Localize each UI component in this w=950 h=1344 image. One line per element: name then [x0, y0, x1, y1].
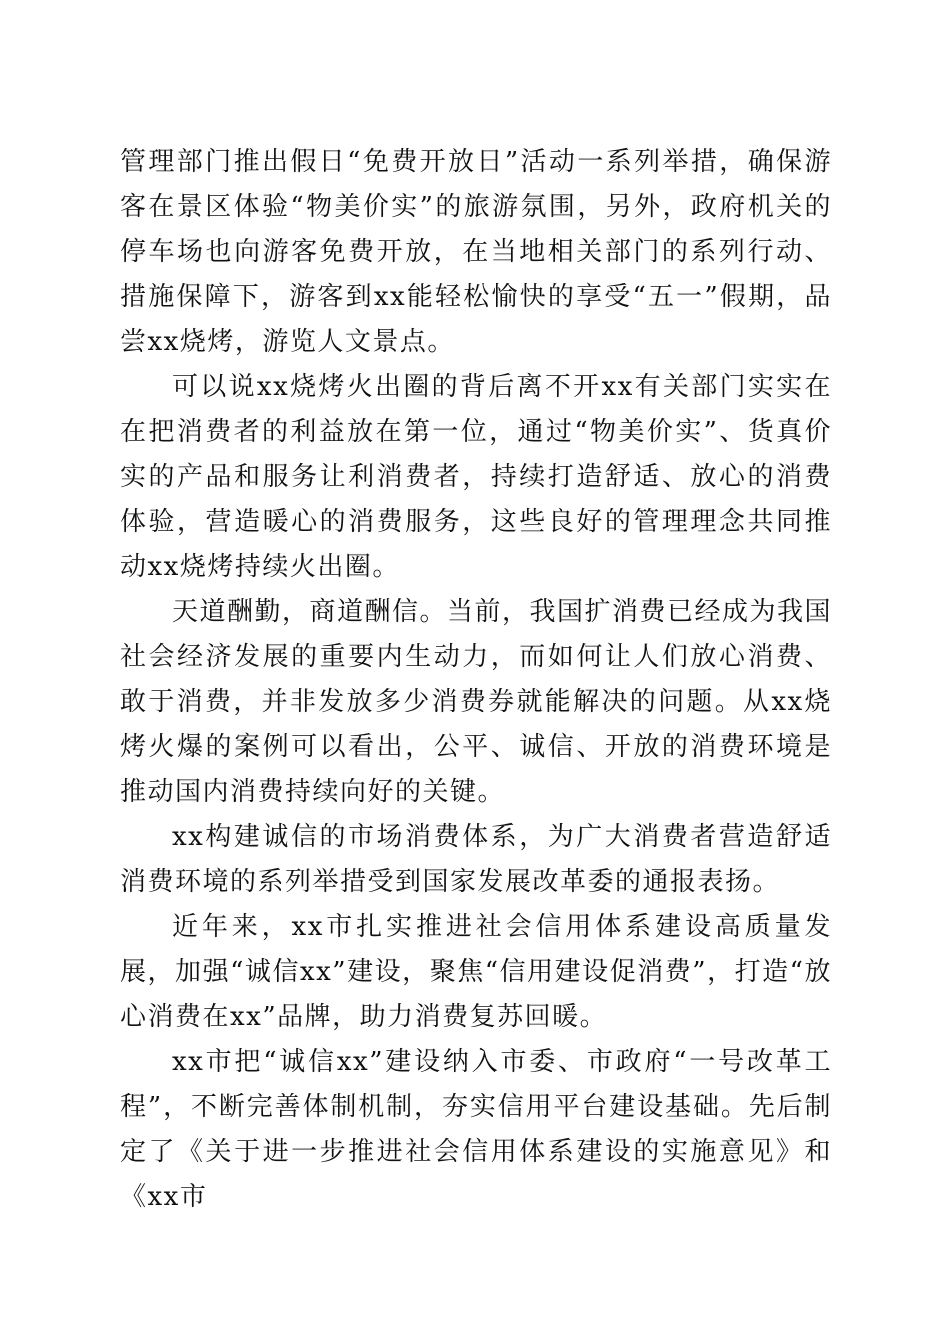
- paragraph-5: 近年来，xx市扎实推进社会信用体系建设高质量发展，加强“诚信xx”建设，聚焦“信用建设促消费”，打造“放心消费在xx”品牌，助力消费复苏回暖。: [120, 912, 832, 1032]
- paragraph-3: 天道酬勤，商道酬信。当前，我国扩消费已经成为我国社会经济发展的重要内生动力，而如何让人们放心消费、敢于消费，并非发放多少消费券就能解决的问题。从xx烧烤火爆的案例可以看出，公平、诚信、开放的消费环境是推动国内消费持续向好的关键。: [120, 597, 833, 807]
- paragraph-4: xx构建诚信的市场消费体系，为广大消费者营造舒适消费环境的系列举措受到国家发展改革委的通报表扬。: [120, 822, 832, 897]
- paragraph-1: 管理部门推出假日“免费开放日”活动一系列举措，确保游客在景区体验“物美价实”的旅游氛围，另外，政府机关的停车场也向游客免费开放，在当地相关部门的系列行动、措施保障下，游客到xx能轻松愉快的享受“五一”假期，品尝xx烧烤，游览人文景点。: [120, 147, 832, 357]
- paragraph-2: 可以说xx烧烤火出圈的背后离不开xx有关部门实实在在把消费者的利益放在第一位，通过“物美价实”、货真价实的产品和服务让利消费者，持续打造舒适、放心的消费体验，营造暖心的消费服务，这些良好的管理理念共同推动xx烧烤持续火出圈。: [120, 372, 832, 582]
- document-body: [120, 140, 832, 1220]
- paragraph-6: xx市把“诚信xx”建设纳入市委、市政府“一号改革工程”，不断完善体制机制，夯实信用平台建设基础。先后制定了《关于进一步推进社会信用体系建设的实施意见》和《xx市: [120, 1047, 832, 1212]
